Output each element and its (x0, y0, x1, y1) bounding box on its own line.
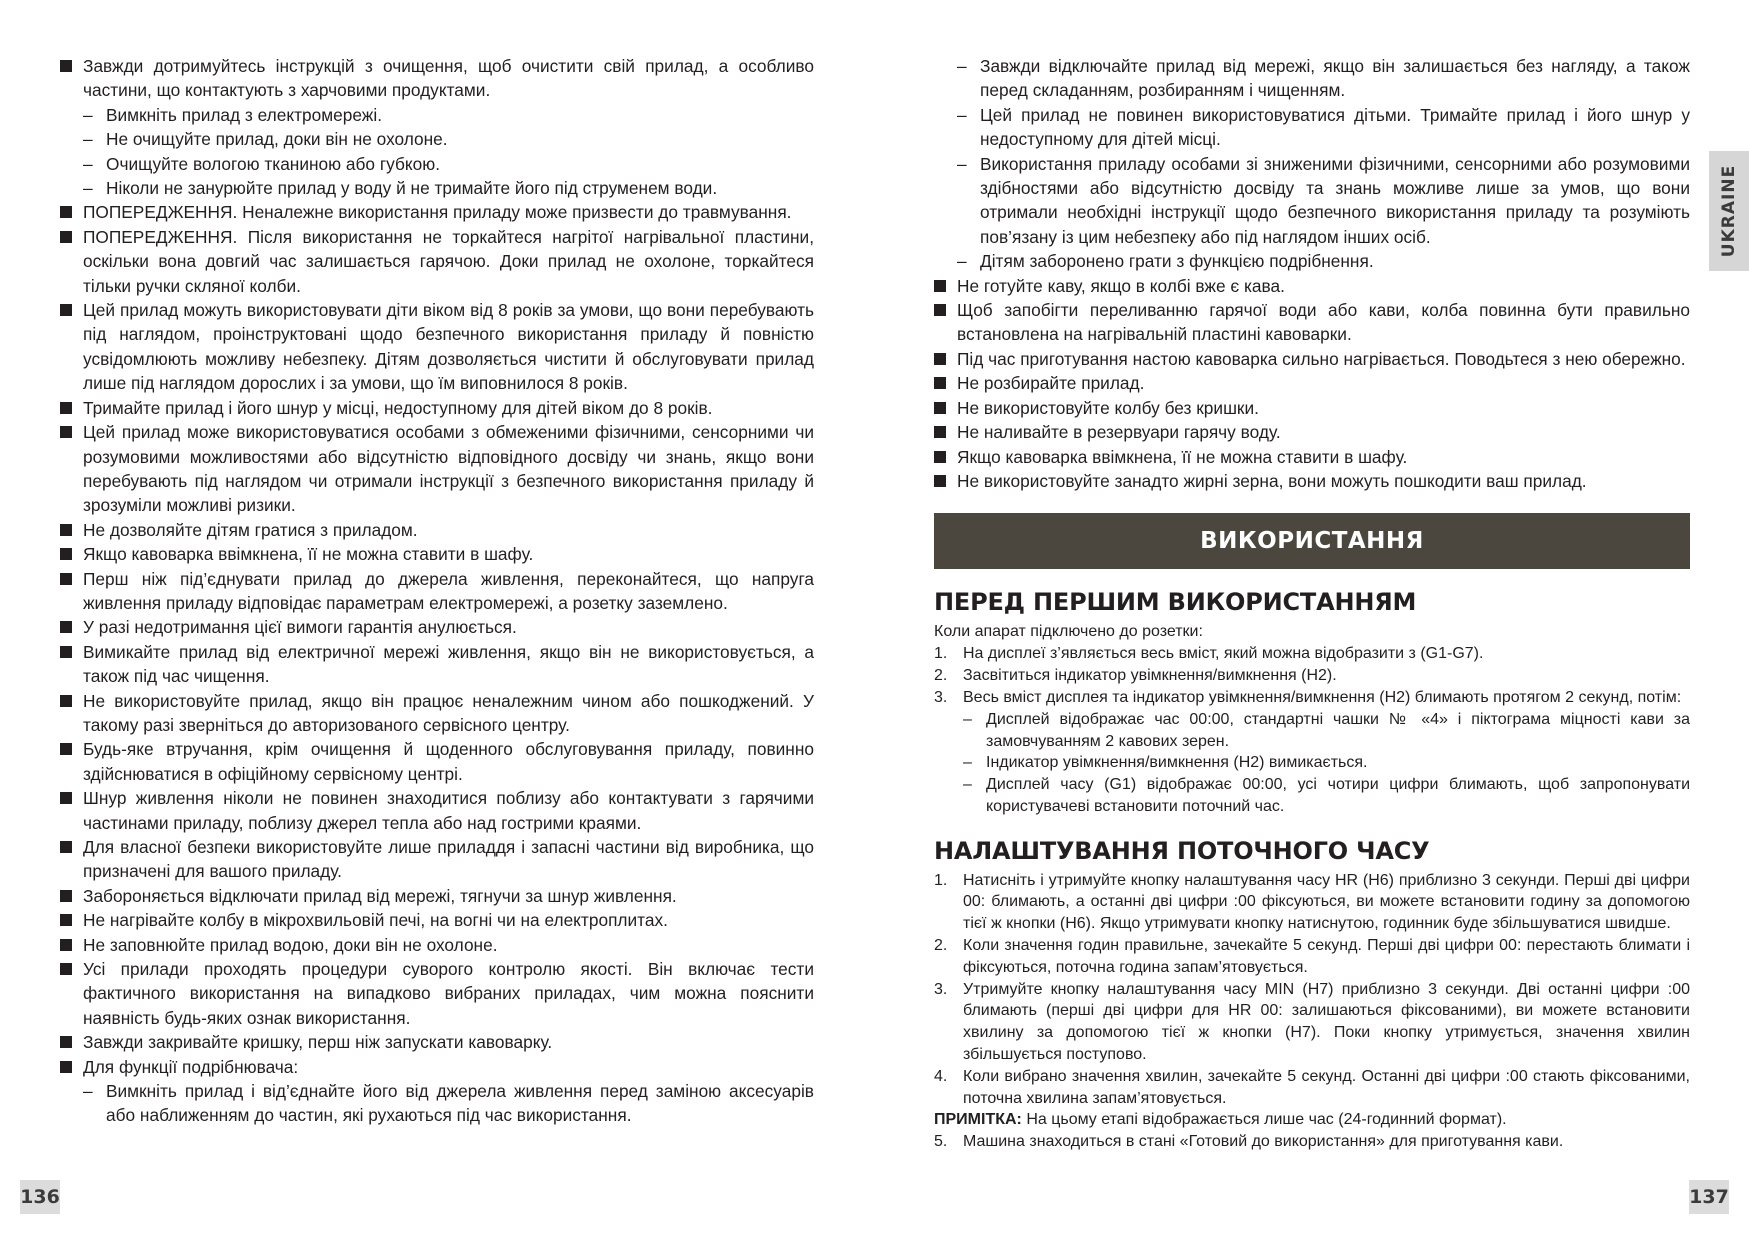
note-label: ПРИМІТКА: (934, 1111, 1022, 1129)
first-use-steps (934, 643, 1690, 817)
note-text: На цьому етапі відображається лише час (24-годинний формат). (1021, 1111, 1507, 1129)
safety-bullet-list-left (60, 54, 814, 1128)
list-item: – Використання приладу особами зі зниженими фізичними, сенсорними або розумовими здібностями або відсутністю досвіду та знань можливе лише за умов, що вони отримали необхідні інструкції щодо безпечного використання приладу та розуміють пов’язану із цим небезпеку або під наглядом інших осіб. (957, 152, 1690, 250)
list-item: Під час приготування настою кавоварка сильно нагрівається. Поводьтеся з нею обережно. (934, 347, 1690, 371)
set-time-steps (934, 870, 1690, 1110)
step-text: Коли вибрано значення хвилин, зачекайте 5 секунд. Останні дві цифри :00 стають фіксованими, поточна хвилина запам’ятовується. (963, 1067, 1690, 1107)
list-item: ПОПЕРЕДЖЕННЯ. Неналежне використання приладу може призвести до травмування. (60, 200, 814, 224)
step-sub-list (963, 709, 1690, 818)
step-text: Засвітиться індикатор увімкнення/вимкнення (H2). (963, 667, 1337, 685)
list-item (934, 870, 1690, 935)
list-item: Не наливайте в резервуари гарячу воду. (934, 420, 1690, 444)
step-number: 5. (934, 1133, 948, 1151)
list-item: Якщо кавоварка ввімкнена, її не можна ставити в шафу. (934, 445, 1690, 469)
bullet-text: Для функції подрібнювача: (83, 1056, 299, 1077)
list-item: – Очищуйте вологою тканиною або губкою. (83, 152, 814, 176)
list-item: – Цей прилад не повинен використовуватися дітьми. Тримайте прилад і його шнур у недоступному для дітей місці. (957, 103, 1690, 152)
right-page-column (934, 54, 1690, 1153)
list-item (934, 665, 1690, 687)
step-number: 2. (934, 937, 948, 955)
language-side-tab (1709, 151, 1749, 271)
list-item: – Індикатор увімкнення/вимкнення (H2) вимикається. (963, 752, 1690, 774)
list-item (934, 687, 1690, 818)
list-item: Тримайте прилад і його шнур у місці, недоступному для дітей віком до 8 років. (60, 396, 814, 420)
list-item (934, 979, 1690, 1066)
list-item: Для власної безпеки використовуйте лише приладдя і запасні частини від виробника, що призначені для вашого приладу. (60, 835, 814, 884)
section-title: ВИКОРИСТАННЯ (1200, 528, 1424, 555)
final-step-list (934, 1131, 1690, 1153)
list-item: Завжди закривайте кришку, перш ніж запускати кавоварку. (60, 1030, 814, 1054)
list-item (934, 935, 1690, 979)
language-label: UKRAINE (1719, 164, 1740, 258)
note (934, 1109, 1690, 1131)
list-item (934, 643, 1690, 665)
step-number: 1. (934, 645, 948, 663)
left-page-column (60, 54, 814, 1128)
list-item: – Дисплей часу (G1) відображає 00:00, усі чотири цифри блимають, щоб запропонувати користувачеві встановити поточний час. (963, 774, 1690, 818)
list-item: – Дисплей відображає час 00:00, стандартні чашки № «4» і піктограма міцності кави за замовчуванням 2 кавових зерен. (963, 709, 1690, 753)
list-item: Забороняється відключати прилад від мережі, тягнучи за шнур живлення. (60, 884, 814, 908)
step-number: 3. (934, 980, 948, 998)
list-item: Не готуйте каву, якщо в колбі вже є кава. (934, 274, 1690, 298)
list-item (934, 1131, 1690, 1153)
list-item: Цей прилад може використовуватися особами з обмеженими фізичними, сенсорними чи розумовими можливостями або відсутністю відповідного досвіду чи знань, якщо вони перебувають під наглядом чи отримали інструкції з безпечного використання приладу й зрозуміли можливі ризики. (60, 420, 814, 518)
step-text: Весь вміст дисплея та індикатор увімкнення/вимкнення (H2) блимають протягом 2 секунд, потім: (963, 688, 1682, 706)
list-item: Не використовуйте колбу без кришки. (934, 396, 1690, 420)
step-text: На дисплеї з’являється весь вміст, який можна відобразити з (G1-G7). (963, 645, 1484, 663)
list-item: Не використовуйте занадто жирні зерна, вони можуть пошкодити ваш прилад. (934, 469, 1690, 493)
page-number-right: 137 (1689, 1180, 1729, 1214)
set-time-heading: НАЛАШТУВАННЯ ПОТОЧНОГО ЧАСУ (934, 836, 1430, 865)
grinder-continued-list (934, 54, 1690, 274)
list-item: ПОПЕРЕДЖЕННЯ. Після використання не торкайтеся нагрітої нагрівальної пластини, оскільки вона довгий час залишається гарячою. Доки прилад не охолоне, торкайтеся тільки ручки скляної колби. (60, 225, 814, 298)
step-number: 4. (934, 1067, 948, 1085)
list-item: Цей прилад можуть використовувати діти віком від 8 років за умови, що вони перебувають під наглядом, проінструктовані щодо безпечного використання приладу й повністю усвідомлюють можливу небезпеку. Дітям дозволяється чистити й обслуговувати прилад лише під наглядом дорослих і за умови, що їм виповнилося 8 років. (60, 298, 814, 396)
step-text: Утримуйте кнопку налаштування часу MIN (H7) приблизно 3 секунди. Дві останні цифри :00 блимають (перші дві цифри для HR 00: залишаються фіксованими), ви можете встановити хвилину за допомогою тієї ж кнопки (H7). Поки кнопку утримується, значення хвилин збільшується поступово. (963, 980, 1690, 1064)
list-item (934, 1066, 1690, 1110)
section-title-bar (934, 513, 1690, 569)
list-item: Не дозволяйте дітям гратися з приладом. (60, 518, 814, 542)
list-item: У разі недотримання цієї вимоги гарантія анулюється. (60, 615, 814, 639)
list-item: Усі прилади проходять процедури суворого контролю якості. Він включає тести фактичного використання на випадково вибраних приладах, чим можна пояснити наявність будь-яких ознак використання. (60, 957, 814, 1030)
list-item: Щоб запобігти переливанню гарячої води або кави, колба повинна бути правильно встановлена на нагрівальній пластині кавоварки. (934, 298, 1690, 347)
step-text: Машина знаходиться в стані «Готовий до використання» для приготування кави. (963, 1133, 1564, 1151)
first-use-heading: ПЕРЕД ПЕРШИМ ВИКОРИСТАННЯМ (934, 588, 1417, 617)
list-item: Будь-яке втручання, крім очищення й щоденного обслуговування приладу, повинно здійснюватися в офіційному сервісному центрі. (60, 737, 814, 786)
step-number: 1. (934, 871, 948, 889)
list-item: Не розбирайте прилад. (934, 371, 1690, 395)
list-item: – Вимкніть прилад з електромережі. (83, 103, 814, 127)
list-item (60, 54, 814, 200)
grinder-sub-list (83, 1079, 814, 1128)
step-number: 3. (934, 688, 948, 706)
step-text: Коли значення годин правильне, зачекайте 5 секунд. Перші дві цифри 00: перестають блимати і фіксуються, поточна година запам’ятовується. (963, 937, 1690, 976)
safety-bullet-list-right (934, 274, 1690, 494)
list-item: Вимикайте прилад від електричної мережі живлення, якщо він не використовується, а також під час чищення. (60, 640, 814, 689)
list-item: Не використовуйте прилад, якщо він працює неналежним чином або пошкоджений. У такому разі зверніться до авторизованого сервісного центру. (60, 689, 814, 738)
list-item: Якщо кавоварка ввімкнена, її не можна ставити в шафу. (60, 542, 814, 566)
cleaning-sub-list (83, 103, 814, 201)
list-item (60, 1055, 814, 1128)
step-number: 2. (934, 667, 948, 685)
first-use-intro: Коли апарат підключено до розетки: (934, 623, 1203, 641)
list-item: – Дітям заборонено грати з функцією подрібнення. (957, 249, 1690, 273)
list-item: – Ніколи не занурюйте прилад у воду й не тримайте його під струменем води. (83, 176, 814, 200)
bullet-text: Завжди дотримуйтесь інструкцій з очищення, щоб очистити свій прилад, а особливо частини, що контактують з харчовими продуктами. (83, 56, 814, 101)
list-item: Не заповнюйте прилад водою, доки він не охолоне. (60, 933, 814, 957)
page-number-left: 136 (20, 1180, 60, 1214)
step-text: Натисніть і утримуйте кнопку налаштування часу HR (H6) приблизно 3 секунди. Перші дві цифри 00: блимають, а останні дві цифри :00 фіксуються, ви можете встановити годину за допомогою тієї ж кнопки (H6). Якщо утримувати кнопку натиснутою, годинник буде збільшуватися швидше. (963, 871, 1690, 933)
list-item: Перш ніж під’єднувати прилад до джерела живлення, переконайтеся, що напруга живлення приладу відповідає параметрам електромережі, а розетку заземлено. (60, 567, 814, 616)
list-item: Не нагрівайте колбу в мікрохвильовій печі, на вогні чи на електроплитах. (60, 908, 814, 932)
list-item: – Завжди відключайте прилад від мережі, якщо він залишається без нагляду, а також перед складанням, розбиранням і чищенням. (957, 54, 1690, 103)
list-item: – Не очищуйте прилад, доки він не охолоне. (83, 127, 814, 151)
list-item: Шнур живлення ніколи не повинен знаходитися поблизу або контактувати з гарячими частинами приладу, поблизу джерел тепла або над гострими краями. (60, 786, 814, 835)
list-item: – Вимкніть прилад і від’єднайте його від джерела живлення перед заміною аксесуарів або наближенням до частин, які рухаються під час використання. (83, 1079, 814, 1128)
